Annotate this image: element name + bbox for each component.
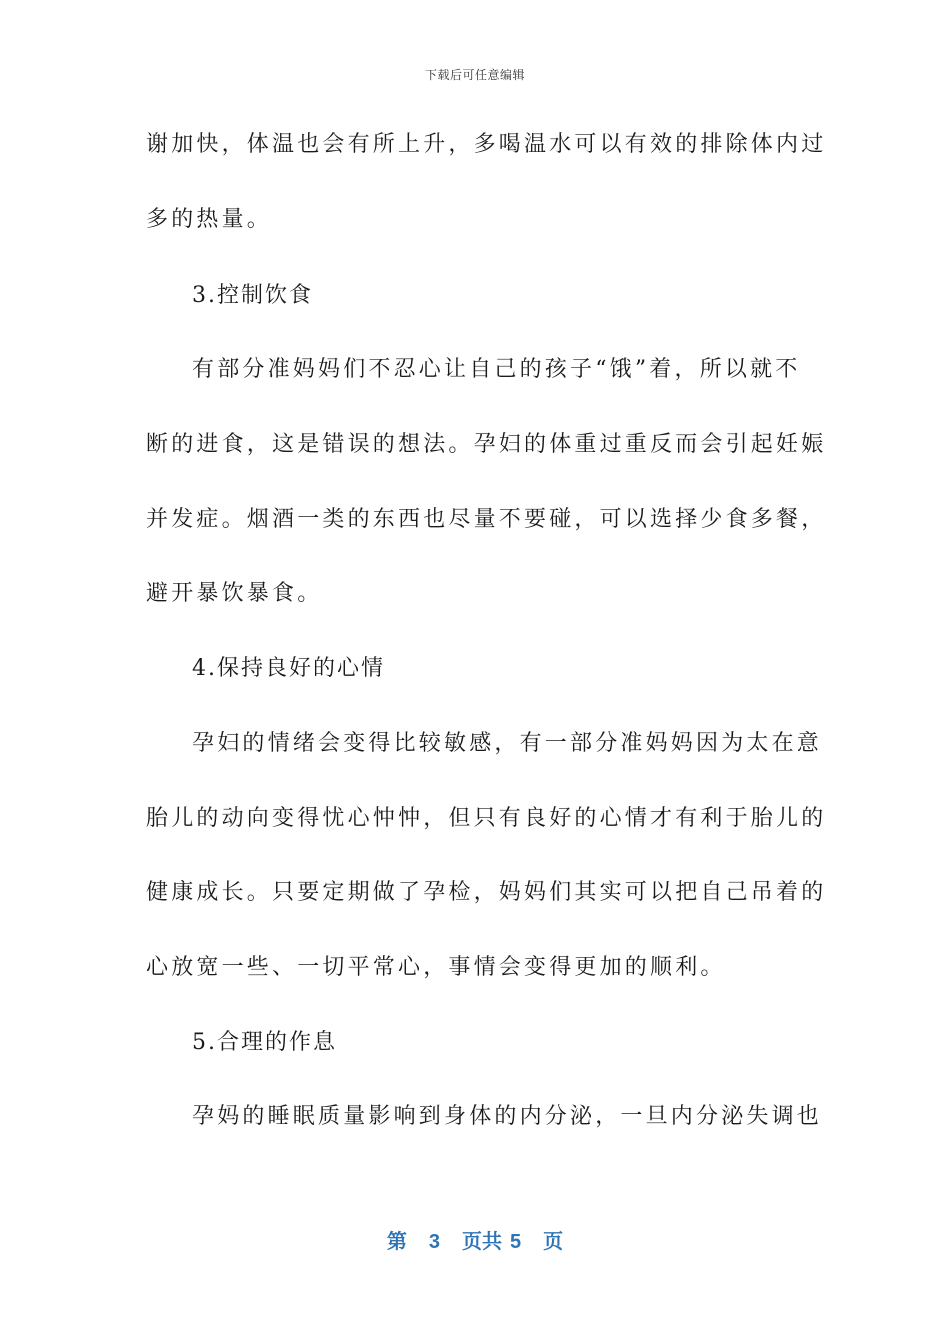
- page-header: 下载后可任意编辑: [424, 68, 525, 82]
- section-heading: 4.保持良好的心情: [192, 656, 385, 681]
- page-footer: [0, 1225, 950, 1254]
- paragraph-line: 避开暴饮暴食。: [146, 581, 323, 606]
- paragraph-line: 断的进食，这是错误的想法。孕妇的体重过重反而会引起妊娠: [146, 432, 827, 457]
- paragraph-line: 有部分准妈妈们不忍心让自己的孩子“饿”着，所以就不: [192, 357, 801, 382]
- section-heading: 3.控制饮食: [192, 283, 313, 308]
- paragraph-line: 并发症。烟酒一类的东西也尽量不要碰，可以选择少食多餐，: [146, 507, 827, 532]
- total-pages-number: 5: [510, 1231, 522, 1253]
- footer-middle: 页共: [462, 1231, 502, 1253]
- paragraph-line: 孕妈的睡眠质量影响到身体的内分泌，一旦内分泌失调也: [192, 1104, 823, 1129]
- paragraph-line: 胎儿的动向变得忧心忡忡，但只有良好的心情才有利于胎儿的: [146, 806, 827, 831]
- paragraph-line: 健康成长。只要定期做了孕检，妈妈们其实可以把自己吊着的: [146, 880, 827, 905]
- footer-prefix: 第: [386, 1231, 407, 1253]
- paragraph-line: 多的热量。: [146, 207, 273, 232]
- paragraph-line: 心放宽一些、一切平常心，事情会变得更加的顺利。: [146, 955, 726, 980]
- section-heading: 5.合理的作息: [192, 1030, 337, 1055]
- footer-suffix: 页: [543, 1231, 564, 1253]
- paragraph-line: 谢加快，体温也会有所上升，多喝温水可以有效的排除体内过: [146, 132, 827, 157]
- current-page-number: 3: [428, 1231, 440, 1253]
- paragraph-line: 孕妇的情绪会变得比较敏感，有一部分准妈妈因为太在意: [192, 731, 823, 756]
